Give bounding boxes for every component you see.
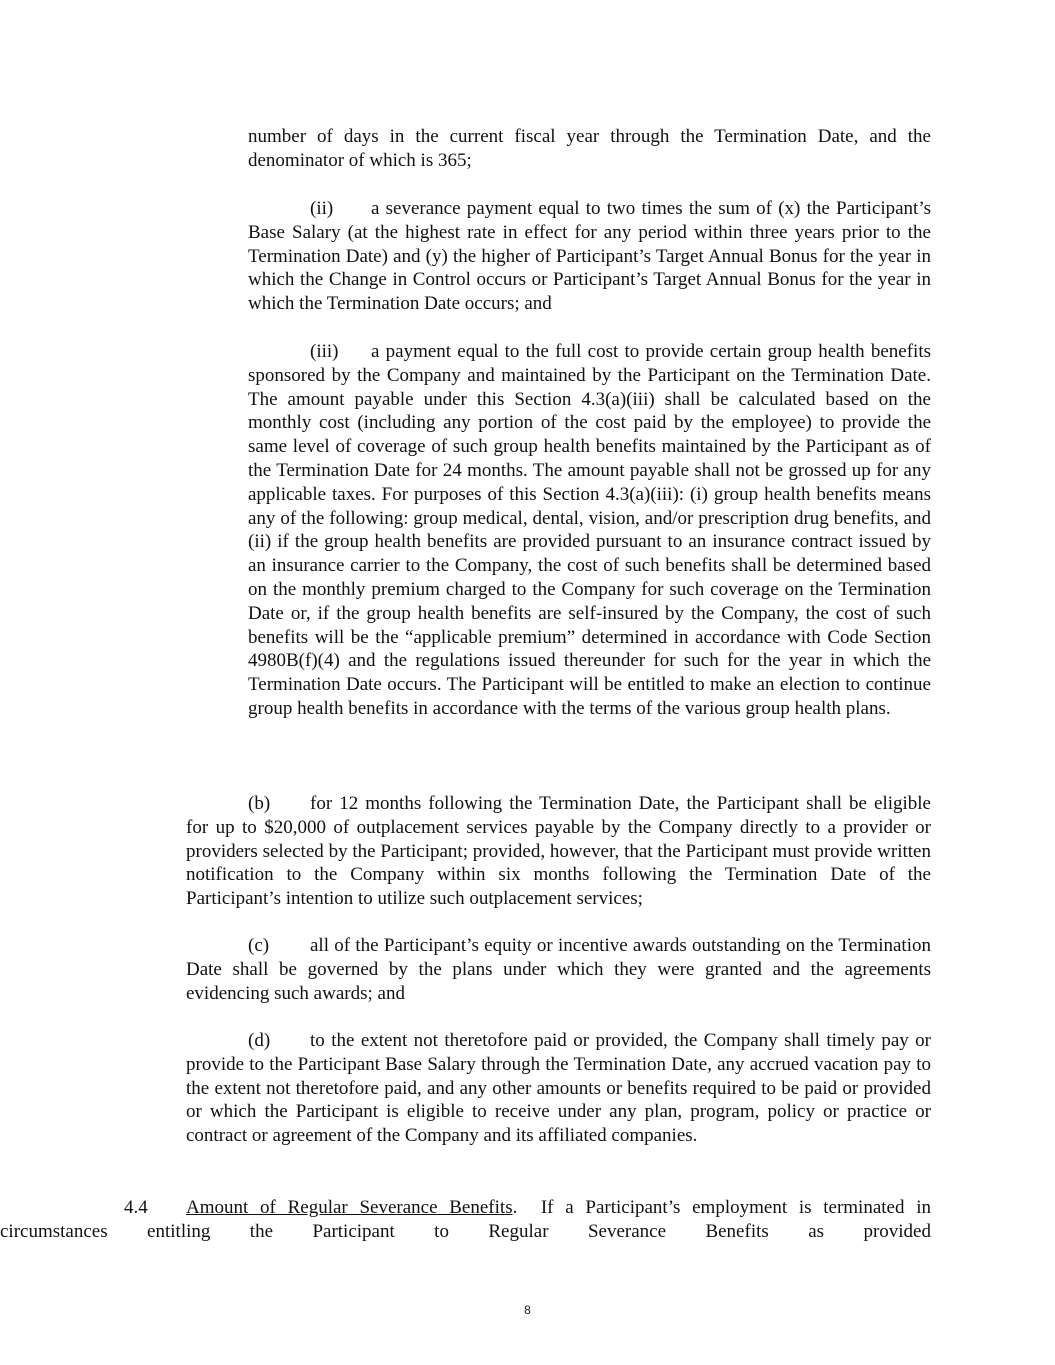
paragraph-text: for 12 months following the Termination Date, the Participant shall be eligible for up to $20,000 of outplacement services payable by the Company directly to a provider or providers selected by the Participant; provided, however, that the Participant must provide written notification to the Company within six months following the Termination Date of the Participant’s intention to utilize such outplacement services; bbox=[186, 793, 931, 910]
clause-number: (c) bbox=[248, 935, 270, 956]
paragraph-accrued-amounts bbox=[186, 1029, 931, 1148]
paragraph-text: a payment equal to the full cost to provide certain group health benefits sponsored by the Company and maintained by the Participant on the Termination Date. The amount payable under this Section 4.3(a)(iii) shall be calculated based on the monthly cost (including any portion of the cost paid by the employee) to provide the same level of coverage of such group health benefits maintained by the Participant as of the Termination Date for 24 months. The amount payable shall not be grossed up for any applicable taxes. For purposes of this Section 4.3(a)(iii): (i) group health benefits means any of the following: group medical, dental, vision, and/or prescription drug benefits, and (ii) if the group health benefits are provided pursuant to an insurance contract issued by an insurance carrier to the Company, the cost of such benefits shall be determined based on the monthly premium charged to the Company for such coverage on the Termination Date or, if the group health benefits are self-insured by the Company, the cost of such benefits will be the “applicable premium” determined in accordance with Code Section 4980B(f)(4) and the regulations issued thereunder for such for the year in which the Termination Date occurs. The Participant will be entitled to make an election to continue group health benefits in accordance with the terms of the various group health plans. bbox=[248, 341, 931, 719]
clause-number: (ii) bbox=[310, 198, 334, 219]
section-number: 4.4 bbox=[124, 1197, 148, 1218]
paragraph-text: number of days in the current fiscal year through the Termination Date, and the denominator of which is 365; bbox=[248, 126, 931, 171]
paragraph-outplacement-services bbox=[186, 792, 931, 911]
clause-number: (b) bbox=[248, 793, 271, 814]
section-4-4-regular-severance bbox=[0, 1196, 931, 1244]
paragraph-group-health-payment bbox=[248, 340, 931, 721]
paragraph-text: to the extent not theretofore paid or provided, the Company shall timely pay or provide to the Participant Base Salary through the Termination Date, any accrued vacation pay to the extent not theretofore paid, and any other amounts or benefits required to be paid or provided or which the Participant is eligible to receive under any plan, program, policy or practice or contract or agreement of the Company and its affiliated companies. bbox=[186, 1030, 931, 1147]
section-heading: Amount of Regular Severance Benefits bbox=[186, 1197, 513, 1218]
paragraph-text: a severance payment equal to two times the sum of (x) the Participant’s Base Salary (at the highest rate in effect for any period within three years prior to the Termination Date) and (y) the higher of Participant’s Target Annual Bonus for the year in which the Change in Control occurs or Participant’s Target Annual Bonus for the year in which the Termination Date occurs; and bbox=[248, 198, 931, 315]
page-number: 8 bbox=[524, 1303, 531, 1317]
paragraph-fiscal-year-fraction bbox=[248, 125, 931, 173]
clause-number: (iii) bbox=[310, 341, 339, 362]
paragraph-text: all of the Participant’s equity or incentive awards outstanding on the Termination Date shall be governed by the plans under which they were granted and the agreements evidencing such awards; and bbox=[186, 935, 931, 1004]
paragraph-equity-awards bbox=[186, 934, 931, 1005]
clause-number: (d) bbox=[248, 1030, 271, 1051]
paragraph-text: If a Participant’s employment is terminated in circumstances entitling the Participant to Regular Severance Benefits as provided bbox=[0, 1197, 932, 1242]
section-heading-period: . bbox=[512, 1197, 518, 1218]
paragraph-severance-payment bbox=[248, 197, 931, 316]
